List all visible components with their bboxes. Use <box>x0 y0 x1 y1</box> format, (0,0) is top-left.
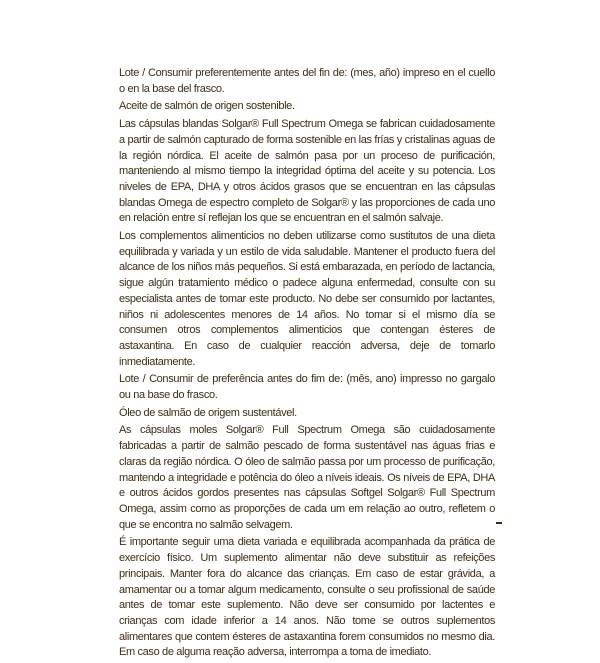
es-description: Las cápsulas blandas Solgar® Full Spectrum Omega se fabrican cuidadosamente a partir de salmón capturado de forma sostenible en las frías y cristalinas aguas de la región nórdica. El aceite de salmón pasa por un proceso de purificación, manteniendo al mismo tiempo la integridad óptima del aceite y su potencia. Los niveles de EPA, DHA y otros ácidos grasos que se encuentran en las cápsulas blandas Omega de espectro completo de Solgar® y las proporciones de cada uno en relación entre sí reflejan los que se encuentran en el salmón salvaje. <box>119 118 495 225</box>
pt-description: As cápsulas moles Solgar® Full Spectrum Omega são cuidadosamente fabricadas a partir de salmão pescado de forma sustentável nas águas frias e claras da região nórdica. O óleo de salmão passa por um processo de purificação, mantendo a integridade e potência do óleo a níveis ideais. Os níveis de EPA, DHA e outros ácidos gordos presentes nas cápsulas Softgel Solgar® Full Spectrum Omega, assim como as proporções de cada um em relação ao outro, refletem o que se encontra no salmão selvagem. <box>119 424 495 531</box>
pt-lot-note: Lote / Consumir de preferência antes do fim de: (mês, ano) impresso no gargalo ou na base do frasco. <box>119 373 495 402</box>
pt-warnings: É importante seguir uma dieta variada e equilibrada acompanhada da prática de exercício físico. Um suplemento alimentar não deve substituir as refeições principais. Manter fora do alcance das crianças. Em caso de estar grávida, a amamentar ou a tomar algum medicamento, consulte o seu profissional de saúde antes de tomar este suplemento. Não deve ser consumido por lactentes e crianças com idade inferior a 14 anos. Não tome se outros suplementos alimentares que contem ésteres de astaxantina forem consumidos no mesmo dia. Em caso de alguma reação adversa, interrompa a toma de imediato. <box>119 536 495 659</box>
margin-dash-mark <box>496 522 502 524</box>
es-source: Aceite de salmón de origen sostenible. <box>119 100 295 113</box>
es-warnings: Los complementos alimenticios no deben utilizarse como sustitutos de una dieta equilibrada y variada y un estilo de vida saludable. Mantener el producto fuera del alcance de los niños más pequeños. Si está embarazada, en período de lactancia, sigue algún tratamiento médico o padece alguna enfermedad, consulte con su especialista antes de tomar este producto. No debe ser consumido por lactantes, niños ni adolescentes menores de 14 años. No tomar si el mismo día se consumen otros complementos alimenticios que contengan ésteres de astaxantina. En caso de cualquier reacción adversa, deje de tomarlo inmediatamente. <box>119 230 495 368</box>
es-lot-note: Lote / Consumir preferentemente antes del fin de: (mes, año) impreso en el cuello o en la base del frasco. <box>119 67 495 95</box>
pt-source: Óleo de salmão de origem sustentável. <box>119 406 297 419</box>
label-text-block <box>119 66 495 663</box>
